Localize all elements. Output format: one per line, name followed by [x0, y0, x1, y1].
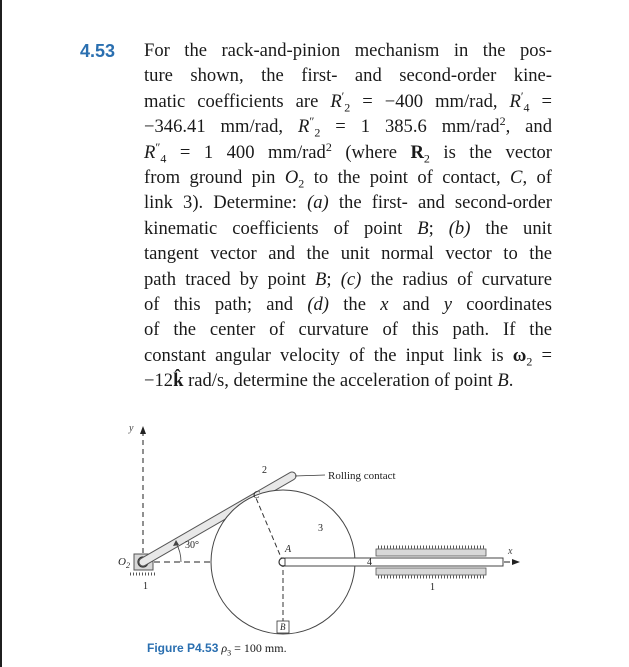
symbol-B: B: [315, 268, 327, 290]
statement-line: [144, 368, 552, 393]
prime-mark: ′: [341, 88, 345, 103]
text-run: of this path; and: [144, 294, 308, 316]
statement-line: [144, 292, 552, 317]
statement-line: [144, 38, 552, 63]
statement-line: [144, 165, 552, 190]
symbol-R: R: [509, 90, 521, 112]
text-run: and: [388, 294, 444, 316]
origin-subscript: 2: [125, 561, 130, 570]
unit-vector-k: k̂: [173, 370, 184, 392]
statement-line: [144, 241, 552, 266]
problem-number: 4.53: [80, 41, 116, 61]
text-run: is the vector: [429, 141, 552, 163]
symbol-C: C: [510, 167, 523, 189]
link-4-label: 4: [367, 557, 372, 568]
text-run: constant angular velocity of the input link is: [144, 344, 513, 366]
statement-line: [144, 140, 552, 165]
statement-line: [144, 63, 552, 88]
mechanism-figure: [110, 418, 530, 663]
y-axis-arrow-icon: [140, 426, 146, 434]
text-run: ture shown, the first- and second-order kine-: [144, 65, 552, 87]
text-run: kinematic coefficients of point: [144, 217, 418, 239]
text-run: rad/s, determine the acceleration of point: [183, 370, 498, 392]
page-left-border: [0, 0, 2, 667]
guide-top: [376, 549, 486, 556]
symbol-y: y: [443, 294, 453, 316]
text-run: the unit: [470, 217, 552, 239]
ground-label-right: 1: [430, 582, 435, 593]
text-run: (where: [331, 141, 411, 163]
origin-label: [118, 556, 130, 570]
caption-text: = 100 mm.: [231, 641, 287, 655]
subscript: 2: [344, 100, 351, 115]
point-c-label: C: [253, 490, 260, 501]
subscript: 4: [523, 100, 530, 115]
problem-statement: [144, 38, 552, 394]
symbol-R: R: [297, 116, 310, 138]
value-r4-prime: −346.41 mm/rad,: [144, 116, 298, 138]
link-2-label: 2: [262, 465, 267, 476]
rho-symbol: ρ: [221, 641, 228, 655]
symbol-R: R: [144, 141, 156, 163]
exponent: 2: [325, 139, 332, 154]
text-run: , and: [505, 116, 552, 138]
text-run: .: [508, 370, 514, 392]
subscript: 4: [160, 151, 167, 166]
text-run: the first- and second-order: [328, 192, 552, 214]
text-run: to the point of contact,: [304, 167, 511, 189]
part-label: (b): [448, 217, 471, 239]
origin-letter: O: [118, 556, 126, 568]
figure-caption-label: Figure P4.53: [147, 641, 219, 655]
text-run: the: [329, 294, 381, 316]
symbol-R: R: [330, 90, 342, 112]
symbol-x: x: [380, 294, 389, 316]
text-run: coordinates: [452, 294, 552, 316]
guide-bottom: [376, 568, 486, 575]
x-axis-arrow-icon: [512, 559, 520, 565]
text-run: For the rack-and-pinion mechanism in the pos-: [144, 40, 552, 61]
subscript: 2: [423, 151, 430, 166]
statement-line: [144, 216, 552, 241]
text-run: ;: [326, 268, 341, 290]
subscript: 2: [526, 354, 533, 369]
value-r2-double-prime: = 1 385.6 mm/rad: [320, 116, 500, 138]
symbol-omega: ω: [512, 344, 527, 366]
x-axis-label: x: [508, 546, 513, 557]
text-run: path traced by point: [144, 268, 316, 290]
prime-mark: ′: [520, 88, 524, 103]
statement-line: [144, 267, 552, 292]
statement-line: [144, 343, 552, 368]
equals-sign: =: [529, 90, 552, 112]
y-axis-label: y: [129, 423, 134, 434]
double-prime-mark: ″: [309, 114, 315, 129]
subscript: 2: [314, 125, 321, 140]
symbol-O: O: [284, 167, 299, 189]
rho-subscript: 3: [227, 648, 232, 658]
subscript: 2: [298, 176, 305, 191]
statement-line: [144, 317, 552, 342]
text-run: matic coefficients are: [144, 90, 331, 112]
value-r2-prime: = −400 mm/rad,: [350, 90, 510, 112]
text-run: of the center of curvature of this path. If the: [144, 319, 552, 341]
statement-line: [144, 89, 552, 114]
part-label: (d): [307, 294, 329, 316]
rolling-contact-label: Rolling contact: [328, 470, 396, 482]
text-run: tangent vector and the unit normal vector to the: [144, 243, 552, 265]
angle-label: 30°: [185, 540, 199, 551]
link-4-rod: [285, 558, 503, 566]
value-r4-double-prime: = 1 400 mm/rad: [166, 141, 326, 163]
part-label: (c): [340, 268, 362, 290]
point-a-label: A: [285, 544, 292, 555]
symbol-B: B: [417, 217, 429, 239]
text-run: the radius of curvature: [361, 268, 552, 290]
link-3-label: 3: [318, 523, 323, 534]
text-run: from ground pin: [144, 167, 285, 189]
equals-sign: =: [532, 344, 553, 366]
vector-R2: R: [410, 141, 424, 163]
double-prime-mark: ″: [155, 139, 161, 154]
rolling-contact-leader: [295, 475, 325, 476]
text-run: ;: [428, 217, 449, 239]
figure-caption: [147, 641, 287, 656]
part-label: (a): [307, 192, 329, 214]
statement-line: [144, 114, 552, 139]
statement-line: [144, 190, 552, 215]
text-run: , of: [522, 167, 552, 189]
exponent: 2: [499, 114, 506, 129]
ground-label-left: 1: [143, 581, 148, 592]
point-b-label: B: [280, 622, 286, 632]
text-run: −12: [144, 370, 174, 392]
text-run: link 3). Determine:: [144, 192, 308, 214]
symbol-B: B: [497, 370, 509, 392]
